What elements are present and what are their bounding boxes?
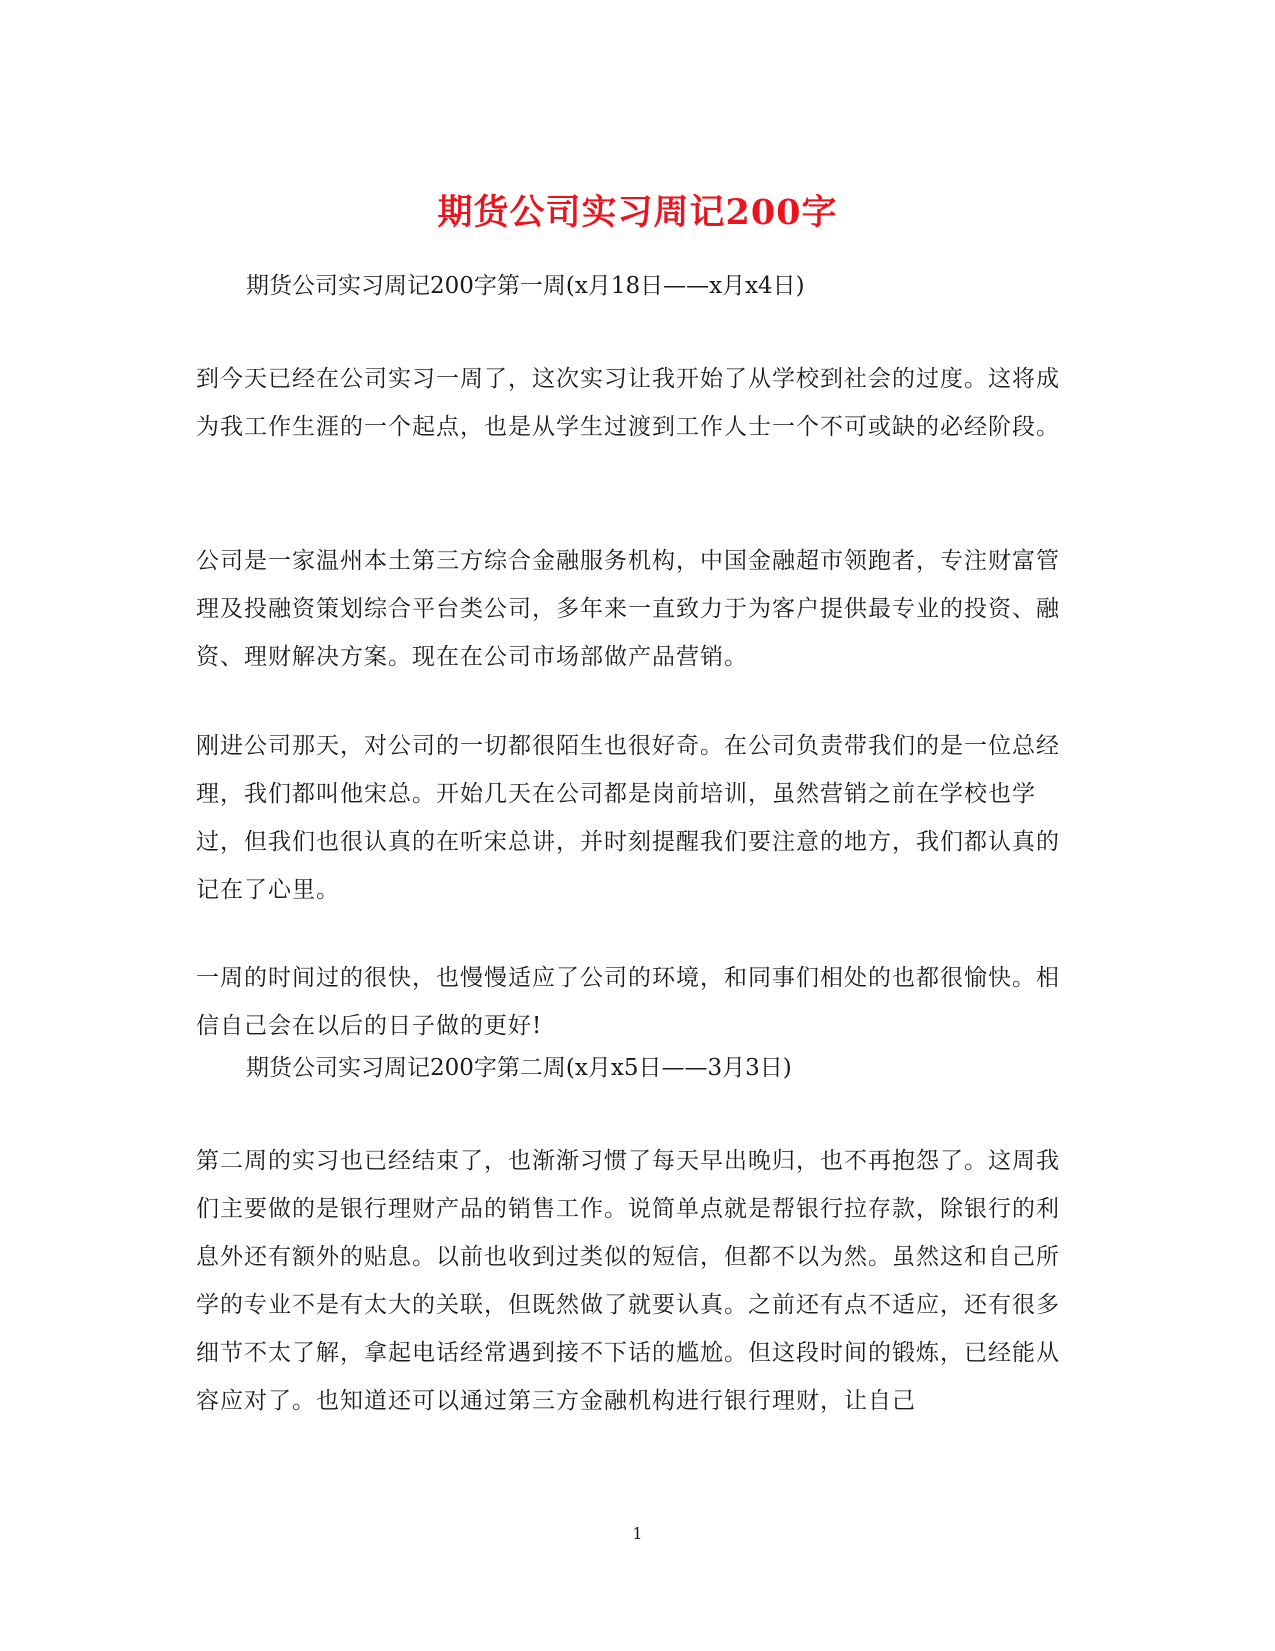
week1-paragraph-3: 刚进公司那天，对公司的一切都很陌生也很好奇。在公司负责带我们的是一位总经理，我们都叫他宋总。开始几天在公司都是岗前培训，虽然营销之前在学校也学过，但我们也很认真的在听宋总讲，并时刻提醒我们要注意的地方，我们都认真的记在了心里。: [196, 733, 1060, 903]
week1-paragraph-1: 到今天已经在公司实习一周了，这次实习让我开始了从学校到社会的过度。这将成为我工作生涯的一个起点，也是从学生过渡到工作人士一个不可或缺的必经阶段。: [196, 366, 1060, 440]
week1-heading: 期货公司实习周记200字第一周(x月18日——x月x4日): [246, 273, 805, 299]
week1-paragraph-4: 一周的时间过的很快，也慢慢适应了公司的环境，和同事们相处的也都很愉快。相信自己会在以后的日子做的更好!: [196, 965, 1060, 1039]
week2-paragraph-1: 第二周的实习也已经结束了，也渐渐习惯了每天早出晚归，也不再抱怨了。这周我们主要做的是银行理财产品的销售工作。说简单点就是帮银行拉存款，除银行的利息外还有额外的贴息。以前也收到过类似的短信，但都不以为然。虽然这和自己所学的专业不是有太大的关联，但既然做了就要认真。之前还有点不适应，还有很多细节不太了解，拿起电话经常遇到接不下话的尴尬。但这段时间的锻炼，已经能从容应对了。也知道还可以通过第三方金融机构进行银行理财，让自己: [196, 1148, 1060, 1414]
document-title: 期货公司实习周记200字: [437, 192, 838, 234]
week2-heading: 期货公司实习周记200字第二周(x月x5日——3月3日): [246, 1055, 792, 1081]
page-number: 1: [632, 1524, 643, 1543]
week1-paragraph-2: 公司是一家温州本土第三方综合金融服务机构，中国金融超市领跑者，专注财富管理及投融资策划综合平台类公司，多年来一直致力于为客户提供最专业的投资、融资、理财解决方案。现在在公司市场部做产品营销。: [196, 548, 1060, 670]
